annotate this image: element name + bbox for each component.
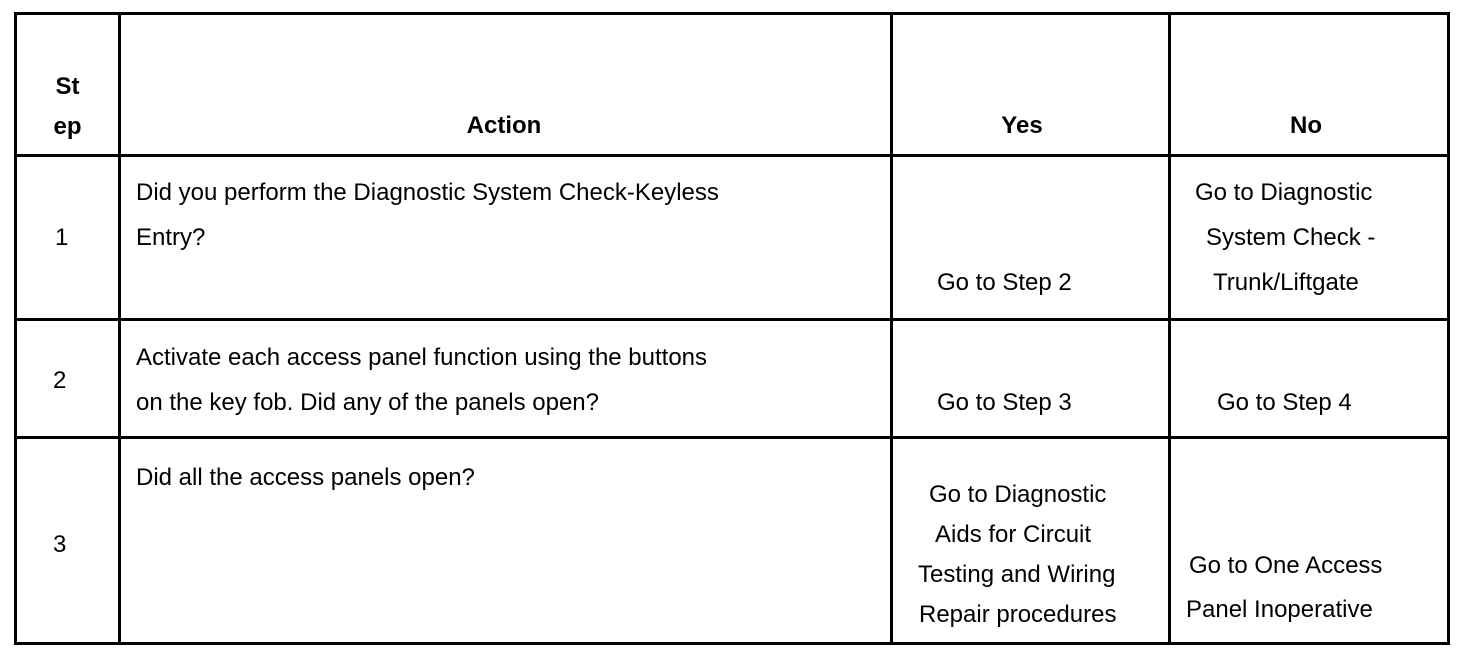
row3-yes-line3: Testing and Wiring <box>918 561 1116 588</box>
row3-yes-line2: Aids for Circuit <box>935 521 1092 548</box>
row3-no-line2: Panel Inoperative <box>1186 596 1373 623</box>
row1-yes: Go to Step 2 <box>937 269 1072 296</box>
diagnostic-table <box>14 12 1450 645</box>
row3-yes-line4: Repair procedures <box>919 601 1117 628</box>
header-yes: Yes <box>1001 112 1043 139</box>
row-divider <box>17 436 1447 439</box>
row1-action-line2: Entry? <box>136 224 206 251</box>
row2-action-line2: on the key fob. Did any of the panels open? <box>136 389 599 416</box>
header-step-line1: St <box>55 73 80 100</box>
row1-action-line1: Did you perform the Diagnostic System Check-Keyless <box>136 179 719 206</box>
row-divider <box>17 318 1447 321</box>
row1-no-line2: System Check - <box>1206 224 1376 251</box>
row-divider <box>17 154 1447 157</box>
header-step-line2: ep <box>53 113 82 140</box>
row3-step: 3 <box>53 531 67 558</box>
header-action: Action <box>466 112 542 139</box>
row1-no-line3: Trunk/Liftgate <box>1213 269 1359 296</box>
row1-no-line1: Go to Diagnostic <box>1195 179 1373 206</box>
row2-no: Go to Step 4 <box>1217 389 1352 416</box>
row3-no-line1: Go to One Access <box>1189 552 1383 579</box>
row3-yes-line1: Go to Diagnostic <box>929 481 1107 508</box>
row2-yes: Go to Step 3 <box>937 389 1072 416</box>
row3-action-line1: Did all the access panels open? <box>136 464 475 491</box>
row2-action-line1: Activate each access panel function using the buttons <box>136 344 708 371</box>
row1-step: 1 <box>55 224 69 251</box>
row2-step: 2 <box>53 367 67 394</box>
header-no: No <box>1290 112 1322 139</box>
header-step <box>17 67 118 147</box>
